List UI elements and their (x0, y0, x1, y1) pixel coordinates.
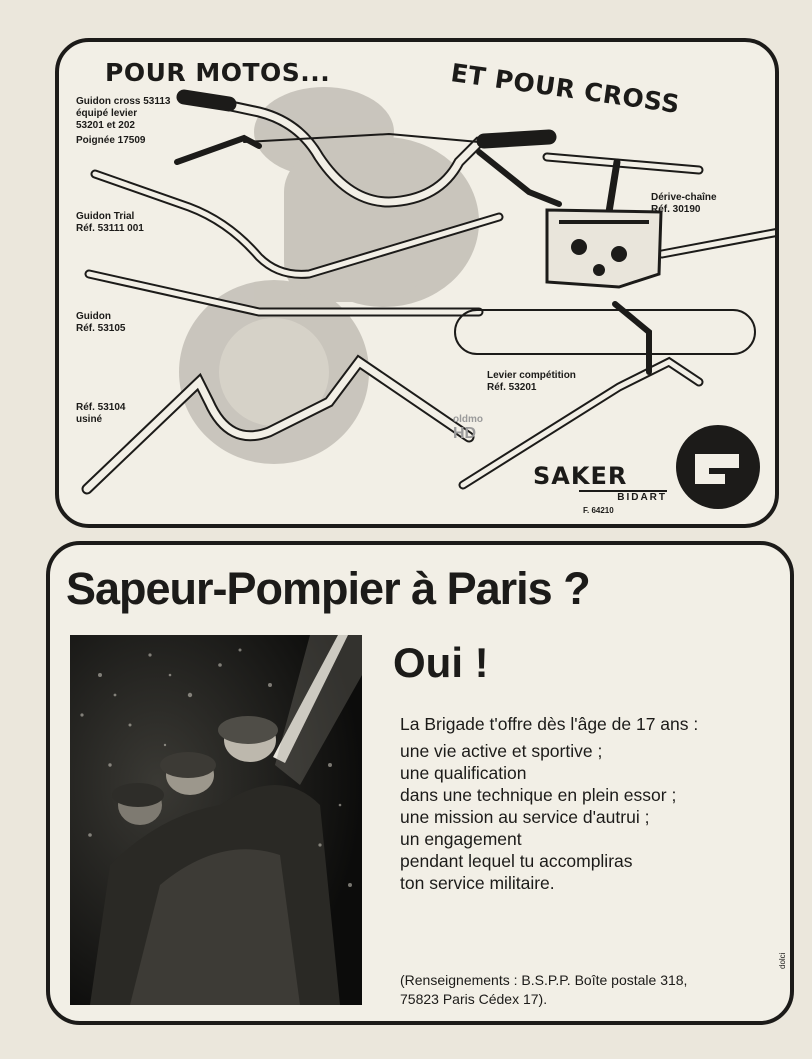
label-levier-competition: Levier compétition Réf. 53201 (487, 370, 576, 393)
benefit-line: pendant lequel tu accompliras (400, 851, 633, 871)
label-ref-53104: Réf. 53104 usiné (76, 402, 126, 425)
firefighters-photo (70, 635, 362, 1005)
benefit-line: dans une technique en plein essor ; (400, 785, 677, 805)
benefit-line: un engagement (400, 829, 522, 849)
label-guidon-trial: Guidon Trial Réf. 53111 001 (76, 211, 144, 234)
motorcycle-parts-advert (55, 38, 779, 528)
benefit-line: ton service militaire. (400, 873, 555, 893)
watermark: oldmo HD (453, 414, 483, 442)
chain-tool-block (547, 210, 661, 287)
brand-code: F. 64210 (583, 506, 614, 515)
saker-brand (533, 462, 673, 515)
saker-logo-glyph (695, 446, 741, 492)
artist-credit: dolci (778, 952, 787, 969)
benefit-line: une vie active et sportive ; (400, 741, 603, 761)
ad-body (400, 713, 698, 894)
ad-subtitle: Oui ! (393, 639, 489, 686)
label-derive-chaine: Dérive-chaîne Réf. 30190 (651, 192, 717, 215)
label-guidon-cross: Guidon cross 53113 équipé levier 53201 et 202 Poignée 17509 (76, 96, 171, 146)
benefit-line: une mission au service d'autrui ; (400, 807, 650, 827)
contact-info: (Renseignements : B.S.P.P. Boîte postale 318, 75823 Paris Cédex 17). (400, 972, 688, 1007)
ad-title: Sapeur-Pompier à Paris ? (66, 563, 590, 614)
brand-name: SAKER (533, 462, 628, 490)
brand-town: BIDART (579, 490, 667, 503)
headline-motos: POUR MOTOS... (105, 58, 331, 87)
fire-brigade-advert (46, 541, 794, 1025)
label-guidon: Guidon Réf. 53105 (76, 311, 126, 334)
benefit-line: une qualification (400, 763, 527, 783)
ad-intro: La Brigade t'offre dès l'âge de 17 ans : (400, 714, 699, 734)
headline-cross: ET POUR CROSS (448, 58, 682, 119)
